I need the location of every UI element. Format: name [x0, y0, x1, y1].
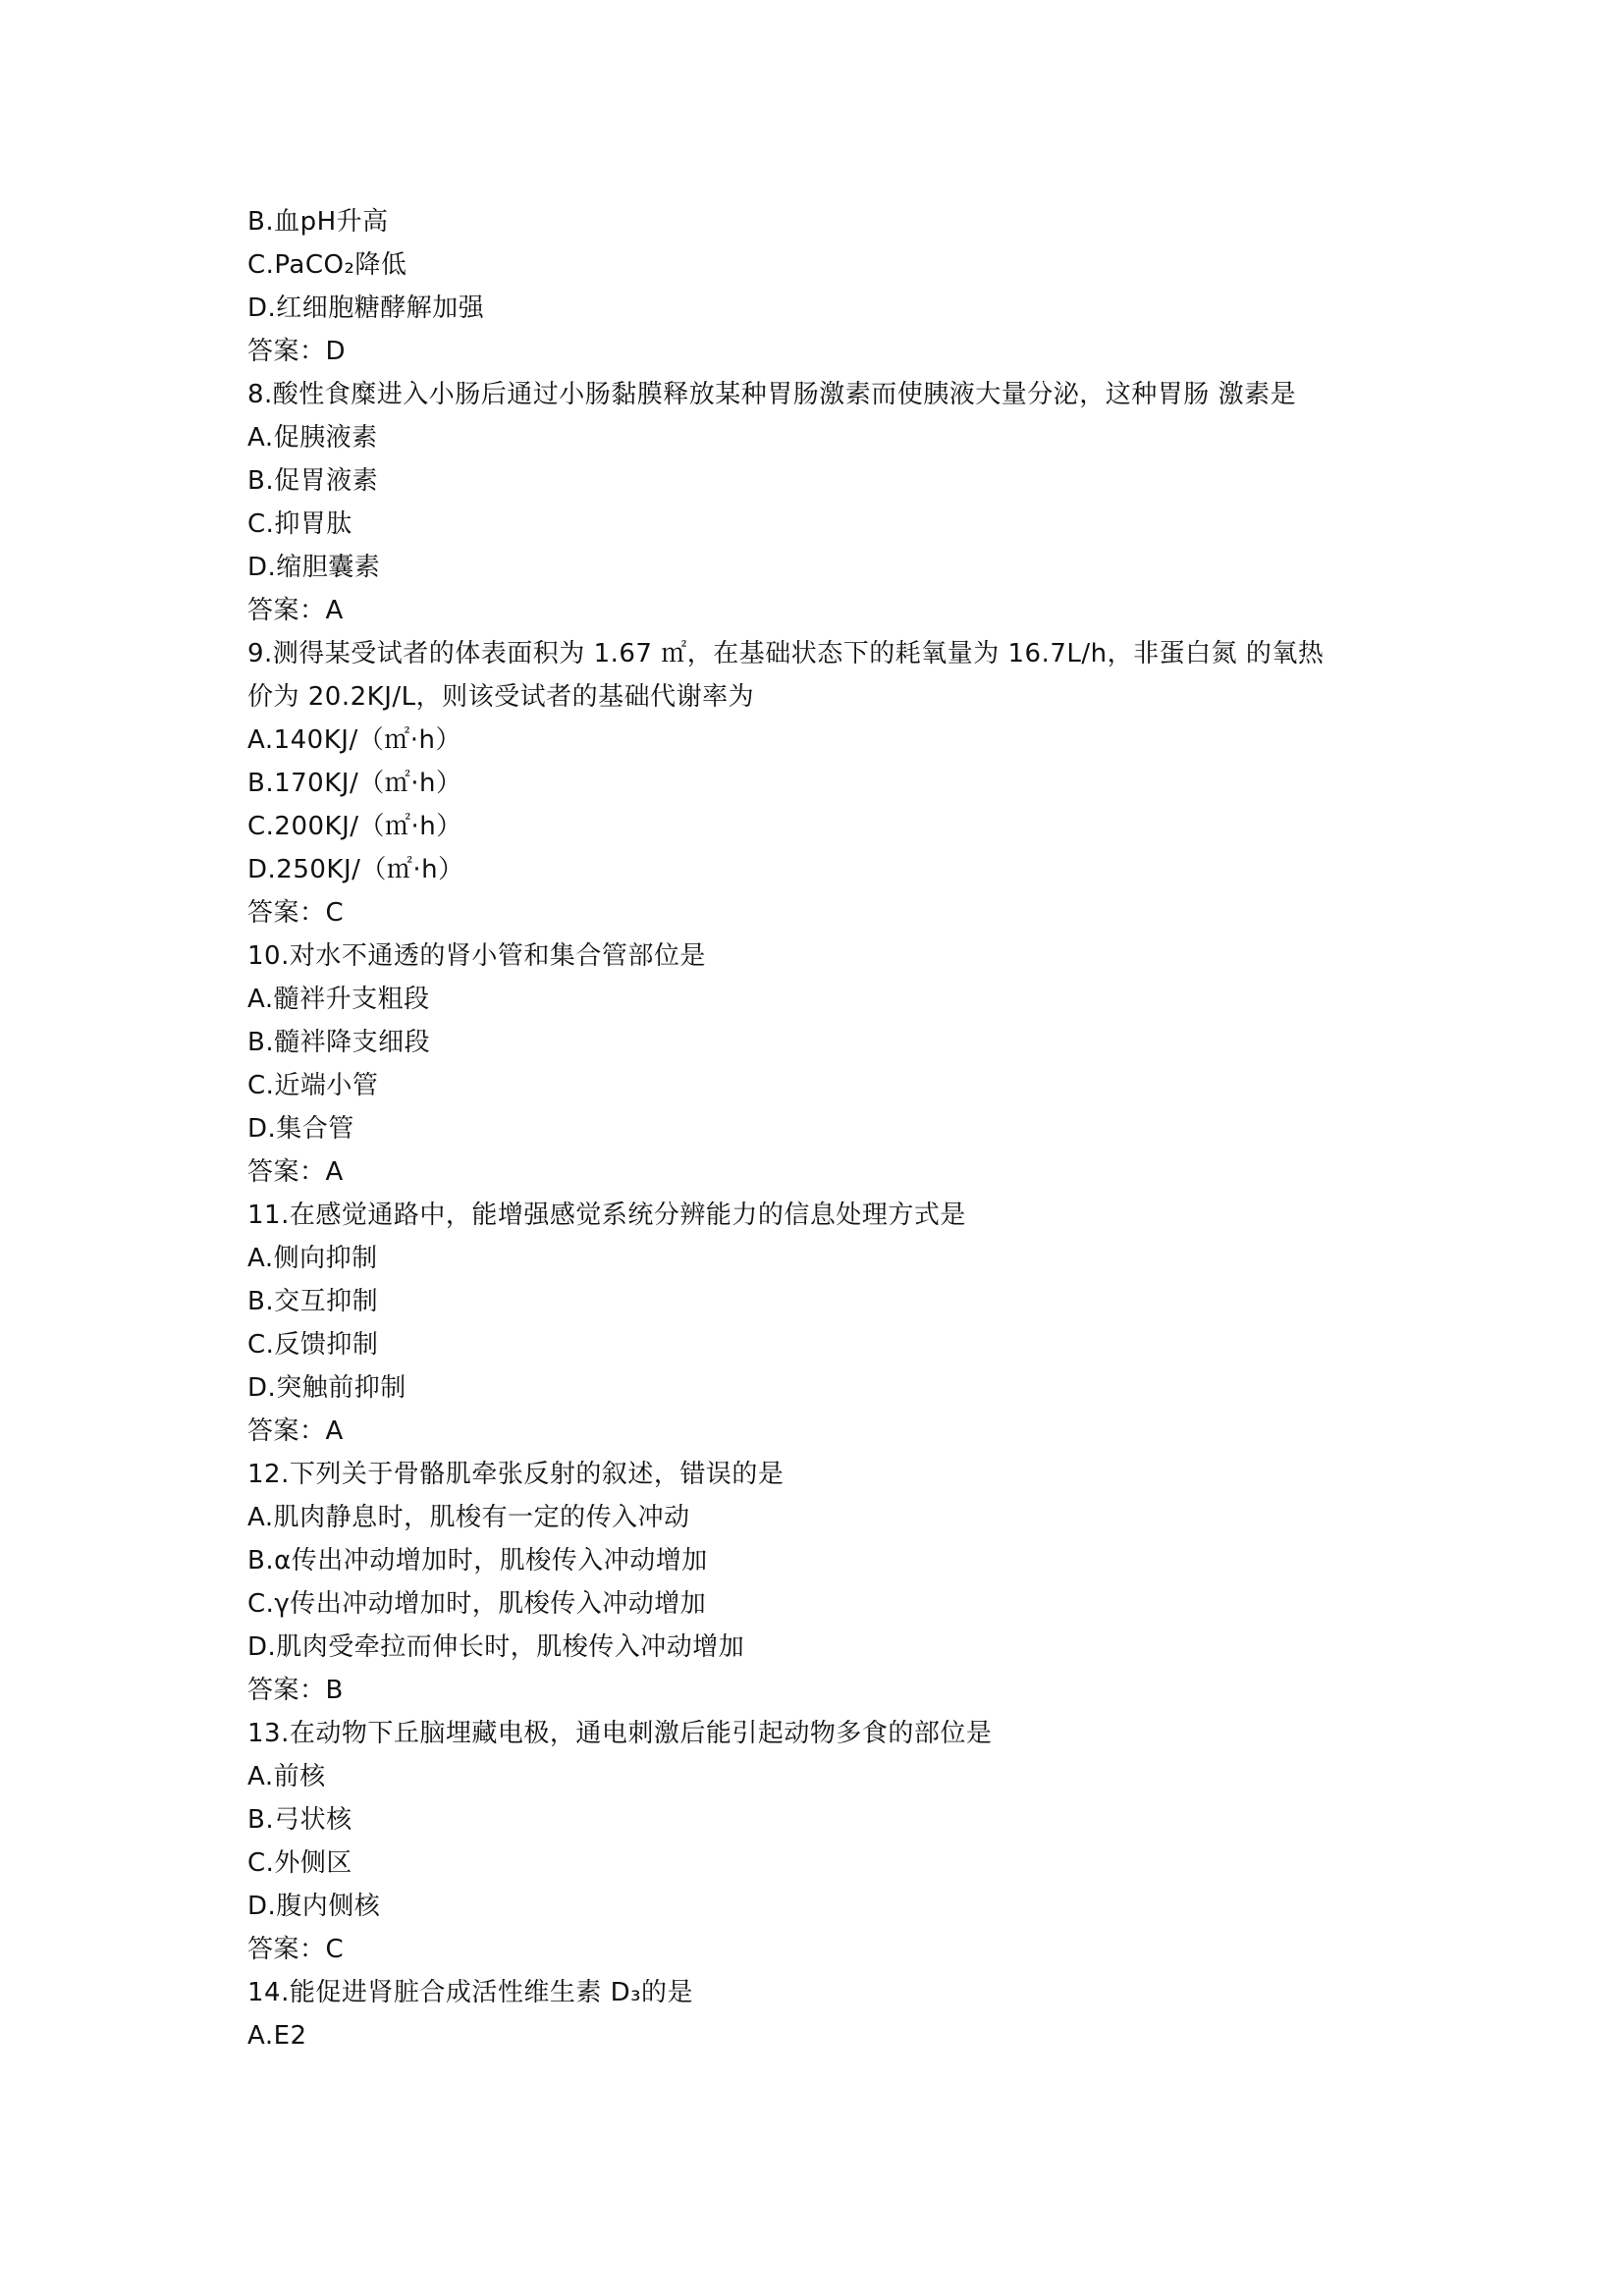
option-b: B.170KJ/（㎡·h）	[247, 769, 462, 798]
question-list	[247, 200, 1386, 2057]
question-text-line-1: 9.测得某受试者的体表面积为 1.67 ㎡，在基础状态下的耗氧量为 16.7L/h，非蛋白氮 的氧热	[247, 639, 1325, 668]
option-b: B.髓袢降支细段	[247, 1028, 431, 1057]
question-text: 11.在感觉通路中，能增强感觉系统分辨能力的信息处理方式是	[247, 1201, 966, 1230]
answer-line: 答案：D	[247, 337, 347, 366]
option-a: A.肌肉静息时，肌梭有一定的传入冲动	[247, 1503, 690, 1532]
question-text-line-2: 价为 20.2KJ/L，则该受试者的基础代谢率为	[247, 682, 755, 712]
option-c: C.外侧区	[247, 1848, 352, 1878]
question-block-11	[247, 1194, 1386, 1453]
option-a: A.髓袢升支粗段	[247, 985, 430, 1014]
option-c: C.200KJ/（㎡·h）	[247, 812, 462, 841]
option-b: B.血pH升高	[247, 207, 389, 237]
option-c: C.反馈抑制	[247, 1330, 379, 1360]
question-block-9	[247, 632, 1386, 934]
option-a: A.促胰液素	[247, 423, 378, 453]
option-d: D.肌肉受牵拉而伸长时，肌梭传入冲动增加	[247, 1632, 745, 1662]
answer-line: 答案：C	[247, 898, 345, 928]
question-text: 14.能促进肾脏合成活性维生素 D₃的是	[247, 1978, 694, 2007]
option-d: D.腹内侧核	[247, 1892, 381, 1921]
question-block-13	[247, 1712, 1386, 1971]
question-block-14	[247, 1971, 1386, 2057]
question-text: 12.下列关于骨骼肌牵张反射的叙述，错误的是	[247, 1460, 785, 1489]
answer-line: 答案：A	[247, 1416, 344, 1446]
option-d: D.缩胆囊素	[247, 553, 381, 582]
option-b: B.促胃液素	[247, 466, 379, 496]
question-text: 13.在动物下丘脑埋藏电极，通电刺激后能引起动物多食的部位是	[247, 1719, 993, 1748]
option-b: B.α传出冲动增加时，肌梭传入冲动增加	[247, 1546, 708, 1575]
option-d: D.集合管	[247, 1114, 354, 1144]
option-a: A.侧向抑制	[247, 1244, 378, 1273]
option-d: D.突触前抑制	[247, 1373, 406, 1403]
option-c: C.抑胃肽	[247, 509, 352, 539]
answer-line: 答案：A	[247, 596, 344, 625]
answer-line: 答案：C	[247, 1935, 345, 1964]
question-block-10	[247, 934, 1386, 1194]
option-c: C.PaCO₂降低	[247, 250, 407, 280]
question-block-7-continued	[247, 200, 1386, 373]
question-text: 8.酸性食糜进入小肠后通过小肠黏膜释放某种胃肠激素而使胰液大量分泌，这种胃肠 激素是	[247, 380, 1297, 409]
option-a: A.140KJ/（㎡·h）	[247, 725, 461, 755]
answer-line: 答案：A	[247, 1157, 344, 1187]
option-b: B.交互抑制	[247, 1287, 379, 1316]
option-d: D.250KJ/（㎡·h）	[247, 855, 464, 884]
question-block-8	[247, 373, 1386, 632]
option-a: A.E2	[247, 2021, 307, 2051]
option-c: C.γ传出冲动增加时，肌梭传入冲动增加	[247, 1589, 707, 1619]
question-text: 10.对水不通透的肾小管和集合管部位是	[247, 941, 706, 971]
option-c: C.近端小管	[247, 1071, 379, 1100]
option-b: B.弓状核	[247, 1805, 352, 1835]
option-a: A.前核	[247, 1762, 326, 1791]
answer-line: 答案：B	[247, 1676, 344, 1705]
question-block-12	[247, 1453, 1386, 1712]
option-d: D.红细胞糖酵解加强	[247, 294, 485, 323]
